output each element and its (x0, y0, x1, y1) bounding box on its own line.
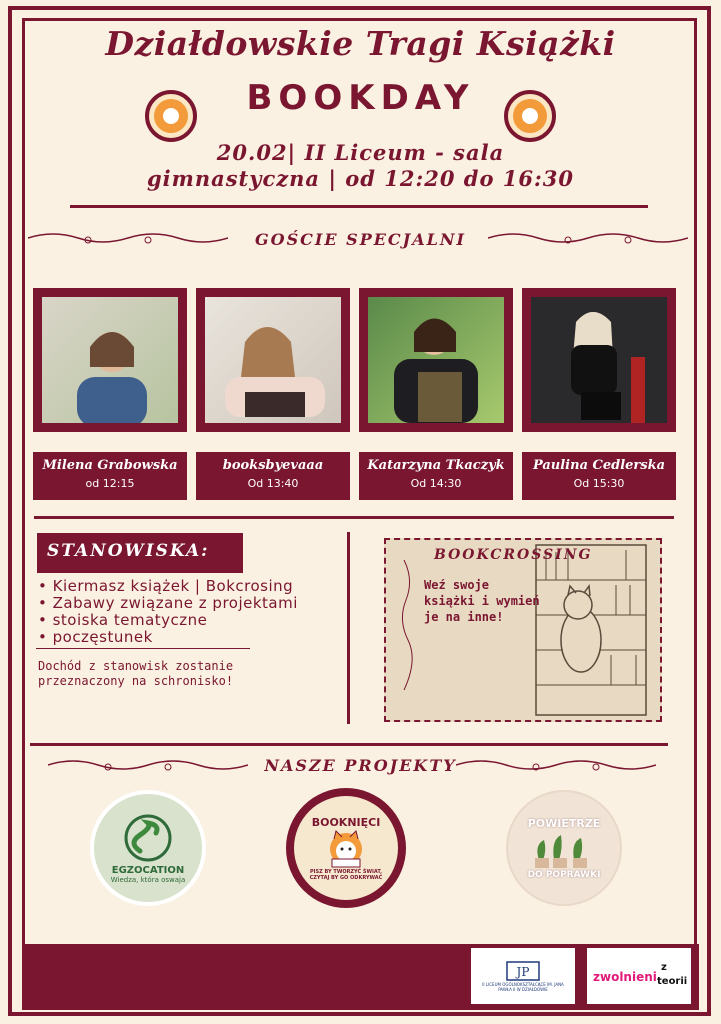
guest-name: Paulina Cedlerska (532, 458, 666, 473)
stations-heading: STANOWISKA: (37, 533, 243, 573)
guest-time: Od 13:40 (247, 477, 299, 490)
powietrze-name: POWIETRZE (527, 816, 601, 830)
cat-reading-icon (324, 829, 368, 869)
booknieci-tagline: PISZ BY TWORZYĆ ŚWIAT, CZYTAJ BY GO ODKRYWAĆ (309, 868, 383, 881)
powietrze-logo (506, 790, 622, 906)
guest-name: Katarzyna Tkaczyk (367, 458, 505, 473)
bookshelf-cat-illustration (386, 540, 660, 720)
school-logo (471, 948, 575, 1004)
projects-heading: NASZE PROJEKTY (264, 756, 457, 775)
egzocation-tagline: Wiedza, która oswaja (110, 875, 186, 884)
vertical-divider (347, 532, 350, 724)
partner-name-b: z (661, 962, 667, 973)
booknieci-badge-right (504, 90, 556, 142)
list-item: • Zabawy związane z projektami (38, 594, 298, 612)
powietrze-tagline: DO POPRAWKI (527, 869, 601, 880)
guest-card-2 (196, 452, 350, 500)
guest-time: od 12:15 (85, 477, 135, 490)
school-crest-icon (503, 960, 543, 982)
partner-name-c: teorii (657, 976, 688, 987)
divider (36, 648, 250, 649)
cat-icon (154, 99, 188, 133)
svg-text:JP: JP (516, 965, 530, 979)
egzocation-name: EGZOCATION (111, 864, 185, 876)
portrait-image (42, 297, 178, 423)
cat-icon (513, 99, 547, 133)
guest-card-4 (522, 452, 676, 500)
school-name: II LICEUM OGÓLNOKSZTAŁCĄCE IM. JANA PAWŁA II W DZIAŁDOWIE (482, 982, 564, 992)
booknieci-logo (286, 788, 406, 908)
zwolnieni-z-teorii-logo (587, 948, 691, 1004)
portrait-image (531, 297, 667, 423)
guest-photo-2 (196, 288, 350, 432)
stations-list (38, 578, 298, 646)
list-item: • stoiska tematyczne (38, 611, 208, 629)
divider (30, 743, 668, 746)
bookcrossing-card (384, 538, 662, 722)
guest-name: booksbyevaaa (222, 458, 324, 473)
guest-time: Od 14:30 (410, 477, 462, 490)
plants-icon (529, 830, 599, 870)
booknieci-badge-left (145, 90, 197, 142)
partner-name-a: zwolnieni (593, 970, 657, 984)
bookcrossing-text: Weź swoje książki i wymień je na inne! (424, 578, 540, 624)
event-name: BOOKDAY (246, 78, 475, 118)
portrait-image (205, 297, 341, 423)
divider (70, 205, 648, 208)
list-item: • Kiermasz książek | Bokcrosing (38, 577, 294, 595)
swirl-ornament-right (456, 755, 656, 775)
divider (34, 516, 674, 519)
page-title: Działdowskie Tragi Książki (105, 24, 616, 63)
guest-photo-1 (33, 288, 187, 432)
guest-time: Od 15:30 (573, 477, 625, 490)
event-details-line2: gimnastyczna | od 12:20 do 16:30 (146, 166, 575, 191)
guest-card-1 (33, 452, 187, 500)
event-details-line1: 20.02| II Liceum - sala (216, 140, 505, 165)
portrait-image (368, 297, 504, 423)
swirl-ornament-right (488, 228, 688, 248)
guest-name: Milena Grabowska (42, 458, 178, 473)
booknieci-logo-inner (294, 796, 398, 900)
booknieci-name: BOOKNIĘCI (311, 815, 381, 829)
list-item: • poczęstunek (38, 628, 153, 646)
egzocation-logo (90, 790, 206, 906)
guest-photo-3 (359, 288, 513, 432)
guests-heading: GOŚCIE SPECJALNI (255, 230, 466, 249)
snake-icon (118, 813, 178, 863)
guest-photo-4 (522, 288, 676, 432)
stations-note: Dochód z stanowisk zostanie przeznaczony na schronisko! (38, 659, 234, 688)
bookcrossing-title: BOOKCROSSING (434, 547, 593, 563)
guest-card-3 (359, 452, 513, 500)
